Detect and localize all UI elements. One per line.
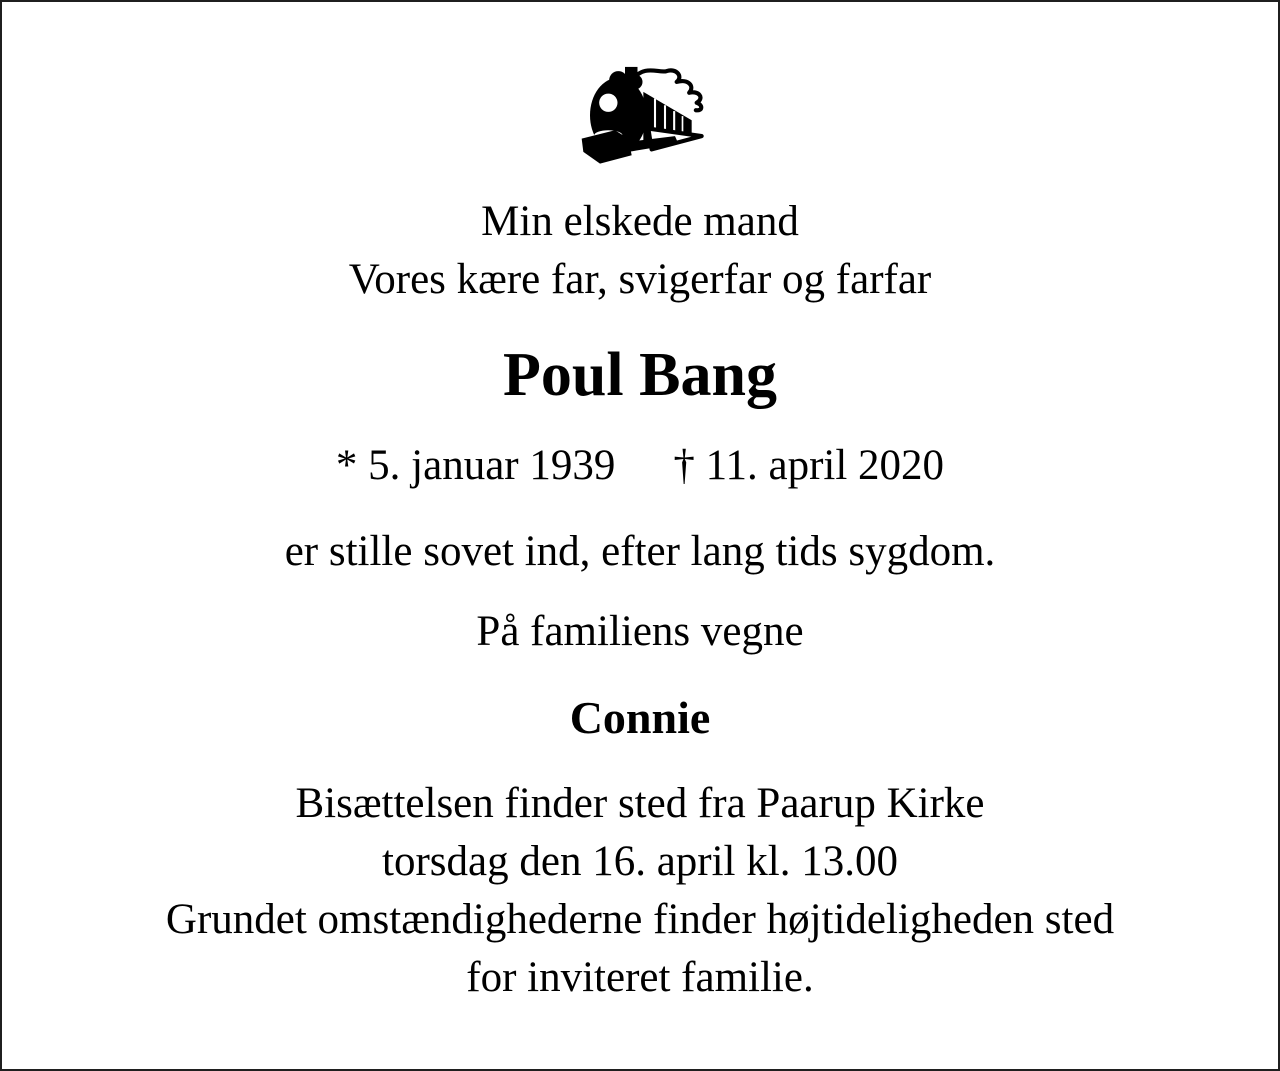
- death-date: † 11. april 2020: [673, 442, 945, 489]
- ceremony-details: [166, 775, 1114, 1007]
- signature-name: Connie: [569, 692, 711, 743]
- intro-lines: [349, 193, 932, 309]
- ceremony-line-1: Bisættelsen finder sted fra Paarup Kirke: [295, 780, 985, 827]
- ceremony-line-4: for inviteret familie.: [466, 954, 814, 1001]
- ceremony-line-2: torsdag den 16. april kl. 13.00: [382, 838, 898, 885]
- passing-message: er stille sovet ind, efter lang tids sygdom.: [284, 528, 996, 575]
- steam-train-icon: [565, 54, 715, 169]
- birth-date: * 5. januar 1939: [335, 442, 616, 489]
- life-dates: [336, 437, 944, 495]
- intro-line-1: Min elskede mand: [481, 198, 799, 245]
- deceased-name: Poul Bang: [503, 341, 777, 409]
- intro-line-2: Vores kære far, svigerfar og farfar: [348, 256, 932, 303]
- ceremony-line-3: Grundet omstændighederne finder højtideligheden sted: [165, 896, 1115, 943]
- on-behalf-line: På familiens vegne: [476, 608, 804, 655]
